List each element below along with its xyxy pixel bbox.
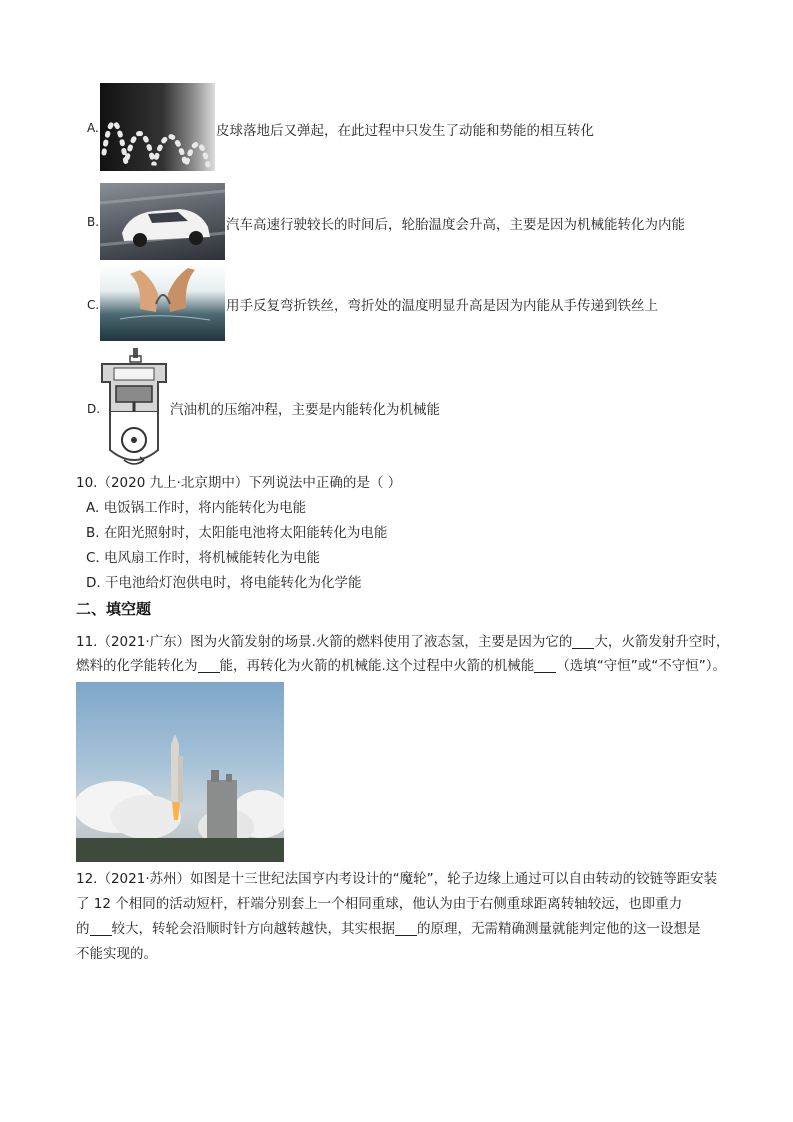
stem-text: 的	[76, 921, 90, 937]
answer-blank[interactable]	[395, 921, 417, 936]
question-stem-line-2: 了 12 个相同的活动短杆，杆端分别套上一个相同重球，他认为由于右侧重球距离转轴较远，也即重力	[76, 896, 683, 912]
stem-text: （选填“守恒”或“不守恒”）。	[556, 658, 727, 674]
option-a: A. 电饭锅工作时，将内能转化为电能	[86, 500, 307, 516]
option-label: D.	[87, 402, 101, 416]
answer-blank[interactable]	[534, 658, 556, 673]
stem-text: 11.（2021·广东）图为火箭发射的场景.火箭的燃料使用了液态氢，主要是因为它的	[76, 634, 573, 650]
option-text: 用手反复弯折铁丝，弯折处的温度明显升高是因为内能从手传递到铁丝上	[226, 298, 658, 314]
engine-diagram	[98, 346, 170, 470]
question-stem-line-4: 不能实现的。	[76, 946, 157, 962]
answer-blank[interactable]	[90, 921, 112, 936]
rocket-launch-photo	[76, 682, 284, 862]
question-stem-line-1	[76, 632, 729, 652]
question-stem-line-1: 12.（2021·苏州）如图是十三世纪法国亨内考设计的“魔轮”，轮子边缘上通过可以自由转动的铰链等距安装	[76, 871, 718, 887]
stem-text: 能，再转化为火箭的机械能.这个过程中火箭的机械能	[219, 658, 535, 674]
bouncing-ball-photo	[100, 83, 215, 171]
stem-text: 燃料的化学能转化为	[76, 658, 198, 674]
speeding-car-photo	[100, 183, 225, 260]
option-label: C.	[87, 298, 100, 312]
option-b: B. 在阳光照射时，太阳能电池将太阳能转化为电能	[86, 525, 388, 541]
question-stem: 10.（2020 九上·北京期中）下列说法中正确的是（ ）	[76, 475, 402, 491]
option-label: A.	[87, 121, 99, 135]
option-text: 汽车高速行驶较长的时间后，轮胎温度会升高，主要是因为机械能转化为内能	[226, 217, 685, 233]
question-stem-line-3	[76, 919, 701, 939]
option-text: 皮球落地后又弹起，在此过程中只发生了动能和势能的相互转化	[216, 123, 594, 139]
answer-blank[interactable]	[198, 658, 220, 673]
option-label: B.	[87, 215, 100, 229]
stem-text: 的原理，无需精确测量就能判定他的这一设想是	[417, 921, 701, 937]
section-title: 二、填空题	[76, 600, 152, 618]
question-stem-line-2	[76, 656, 726, 676]
option-text: 汽油机的压缩冲程，主要是内能转化为机械能	[170, 402, 440, 418]
option-d: D. 干电池给灯泡供电时，将电能转化为化学能	[86, 575, 362, 591]
option-c: C. 电风扇工作时，将机械能转化为电能	[86, 550, 321, 566]
stem-text: 大，火箭发射升空时，	[594, 634, 730, 650]
answer-blank[interactable]	[572, 634, 594, 649]
bending-wire-photo	[100, 264, 225, 341]
stem-text: 较大，转轮会沿顺时针方向越转越快，其实根据	[111, 921, 395, 937]
